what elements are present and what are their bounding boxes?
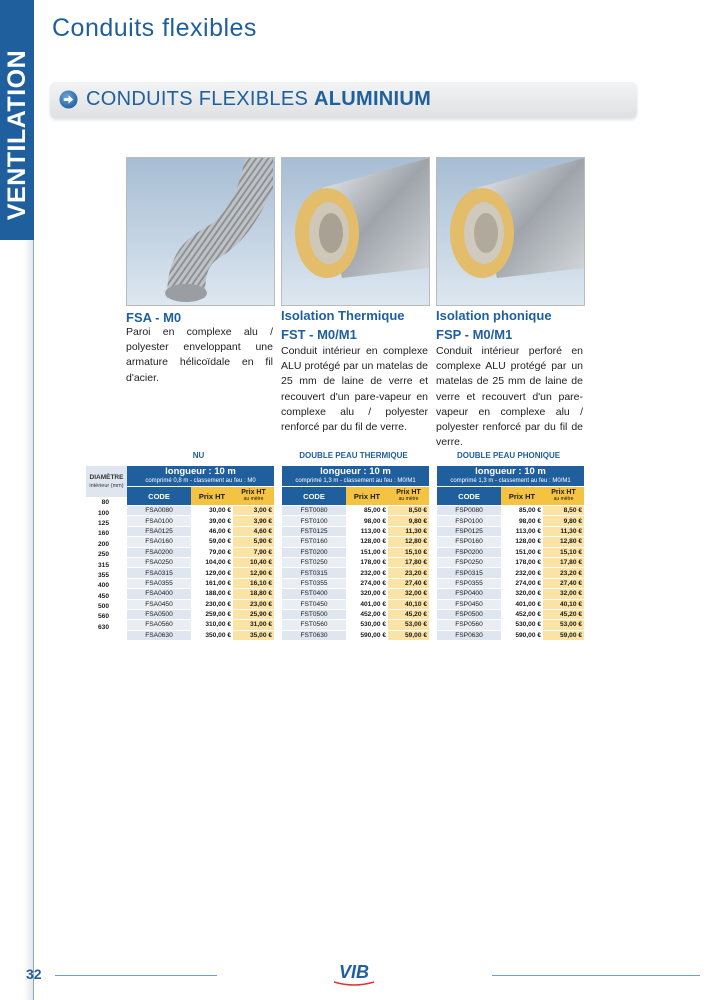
price-per-meter: 11,30 €: [388, 526, 429, 536]
product-code: FSA0315: [127, 568, 191, 578]
diameter-row: [86, 581, 127, 591]
table-row: [127, 589, 274, 599]
product-code: FST0315: [282, 568, 346, 578]
table-row: [282, 599, 429, 609]
price-table-nu: [127, 466, 274, 641]
product-title-fsa: FSA - M0: [126, 310, 182, 325]
price: 274,00 €: [346, 578, 388, 588]
product-code: FSA0400: [127, 589, 191, 599]
length-header: [437, 466, 584, 487]
column-header-prix-metre: [388, 487, 429, 506]
product-code: FSA0160: [127, 537, 191, 547]
product-photo-fst: [281, 157, 430, 306]
price: 188,00 €: [191, 589, 233, 599]
product-title-fst: FST - M0/M1: [281, 327, 357, 342]
diameter-row: [86, 570, 127, 580]
product-subtitle-fsp: Isolation phonique: [436, 308, 552, 323]
sidebar-label: VENTILATION: [3, 49, 31, 221]
table-row: [437, 578, 584, 588]
diameter-value: 80: [86, 498, 127, 508]
section-header: [50, 82, 637, 118]
product-code: FSP0630: [437, 630, 501, 640]
product-desc-fsp: Conduit intérieur perforé en complexe ALU protégé par un matelas de 25 mm de laine de verre et recouvert d'un pare-vapeur en complexe alu / polyester renforcé par du fil de verre.: [436, 345, 583, 449]
price-per-meter: 27,40 €: [388, 578, 429, 588]
product-code: FSP0250: [437, 557, 501, 567]
column-header-row: [127, 487, 274, 506]
price: 79,00 €: [191, 547, 233, 557]
diameter-row: [86, 612, 127, 622]
price: 178,00 €: [346, 557, 388, 567]
column-header-prix: Prix HT: [191, 487, 233, 506]
diameter-row: [86, 498, 127, 508]
price: 452,00 €: [346, 609, 388, 619]
product-code: FST0355: [282, 578, 346, 588]
price-per-meter: 45,20 €: [543, 609, 584, 619]
column-header-prix: Prix HT: [501, 487, 543, 506]
column-header-prix-metre-label: Prix HT: [241, 489, 266, 496]
price: 128,00 €: [501, 537, 543, 547]
column-header-code: CODE: [282, 487, 346, 506]
diameter-value: 200: [86, 539, 127, 549]
price-per-meter: 8,50 €: [388, 506, 429, 516]
table-row: [282, 609, 429, 619]
price-per-meter: 12,90 €: [233, 568, 274, 578]
price-per-meter: 3,00 €: [233, 506, 274, 516]
vib-logo: [328, 958, 380, 988]
price: 128,00 €: [346, 537, 388, 547]
price: 274,00 €: [501, 578, 543, 588]
diameter-value: 250: [86, 549, 127, 559]
column-header-prix-metre-sub: au mètre: [243, 496, 264, 502]
arrow-right-icon: [59, 90, 78, 109]
price-per-meter: 40,10 €: [388, 599, 429, 609]
price: 530,00 €: [346, 620, 388, 630]
table-row: [282, 620, 429, 630]
product-code: FST0250: [282, 557, 346, 567]
price: 161,00 €: [191, 578, 233, 588]
category-thermique: DOUBLE PEAU THERMIQUE: [299, 451, 408, 460]
price-per-meter: 9,80 €: [543, 516, 584, 526]
product-code: FSP0400: [437, 589, 501, 599]
product-subtitle-fst: Isolation Thermique: [281, 308, 405, 323]
price: 452,00 €: [501, 609, 543, 619]
table-row: [127, 526, 274, 536]
product-code: FSA0355: [127, 578, 191, 588]
section-title-bold: ALUMINIUM: [313, 88, 432, 110]
price-per-meter: 32,00 €: [543, 589, 584, 599]
diameter-value: 100: [86, 508, 127, 518]
product-code: FST0125: [282, 526, 346, 536]
product-code: FSP0080: [437, 506, 501, 516]
price: 151,00 €: [501, 547, 543, 557]
diameter-value: 630: [86, 622, 127, 632]
column-header-row: [282, 487, 429, 506]
product-code: FSA0200: [127, 547, 191, 557]
diameter-value: 125: [86, 518, 127, 528]
product-code: FSA0100: [127, 516, 191, 526]
price-per-meter: 27,40 €: [543, 578, 584, 588]
length-label: longueur : 10 m: [165, 466, 236, 477]
column-header-prix: Prix HT: [346, 487, 388, 506]
price-per-meter: 59,00 €: [388, 630, 429, 640]
diameter-row: [86, 591, 127, 601]
price: 85,00 €: [346, 506, 388, 516]
price: 590,00 €: [346, 630, 388, 640]
product-code: FST0400: [282, 589, 346, 599]
diameter-value: 315: [86, 560, 127, 570]
product-code: FSP0355: [437, 578, 501, 588]
table-row: [127, 630, 274, 640]
diameter-header: [86, 466, 127, 498]
price-per-meter: 11,30 €: [543, 526, 584, 536]
product-code: FSA0500: [127, 609, 191, 619]
table-row: [282, 589, 429, 599]
price: 590,00 €: [501, 630, 543, 640]
table-row: [282, 547, 429, 557]
column-header-prix-metre-label: Prix HT: [551, 489, 576, 496]
price: 98,00 €: [346, 516, 388, 526]
product-code: FSA0560: [127, 620, 191, 630]
product-code: FSP0450: [437, 599, 501, 609]
price-table-phonique: [437, 466, 584, 641]
diameter-value: 160: [86, 529, 127, 539]
price-per-meter: 3,90 €: [233, 516, 274, 526]
table-row: [437, 620, 584, 630]
price: 30,00 €: [191, 506, 233, 516]
price: 113,00 €: [501, 526, 543, 536]
category-nu: NU: [192, 451, 205, 460]
table-row: [437, 547, 584, 557]
length-header-row: [282, 466, 429, 487]
table-row: [127, 599, 274, 609]
price-per-meter: 35,00 €: [233, 630, 274, 640]
price: 320,00 €: [501, 589, 543, 599]
price: 113,00 €: [346, 526, 388, 536]
price-per-meter: 23,00 €: [233, 599, 274, 609]
length-header: [127, 466, 274, 487]
product-code: FSP0200: [437, 547, 501, 557]
table-row: [127, 516, 274, 526]
page-number: 32: [26, 966, 42, 982]
diameter-row: [86, 549, 127, 559]
price-per-meter: 18,80 €: [233, 589, 274, 599]
column-header-row: [437, 487, 584, 506]
price-per-meter: 17,80 €: [388, 557, 429, 567]
table-row: [437, 506, 584, 516]
price: 59,00 €: [191, 537, 233, 547]
column-header-prix-metre: [233, 487, 274, 506]
logo-text: VIB: [338, 962, 370, 982]
sidebar: [0, 0, 34, 1000]
product-code: FST0160: [282, 537, 346, 547]
table-row: [282, 568, 429, 578]
price-per-meter: 5,90 €: [233, 537, 274, 547]
length-note: comprimé 0,8 m - classement au feu : M0: [145, 478, 256, 484]
price: 129,00 €: [191, 568, 233, 578]
column-header-prix-metre: [543, 487, 584, 506]
price: 178,00 €: [501, 557, 543, 567]
product-desc-fst: Conduit intérieur en complexe ALU protégé par un matelas de 25 mm de laine de verre et recouvert d'un pare-vapeur en complexe alu / polyester renforcé par du fil de verre.: [281, 345, 428, 434]
product-code: FSP0100: [437, 516, 501, 526]
length-header: [282, 466, 429, 487]
price-per-meter: 10,40 €: [233, 557, 274, 567]
page-title: Conduits flexibles: [52, 14, 257, 42]
category-phonique: DOUBLE PEAU PHONIQUE: [456, 451, 561, 460]
price: 401,00 €: [501, 599, 543, 609]
table-row: [127, 568, 274, 578]
column-header-prix-metre-sub: au mètre: [553, 496, 574, 502]
table-row: [437, 526, 584, 536]
diameter-row: [86, 622, 127, 632]
product-code: FSA0080: [127, 506, 191, 516]
diameter-value: 400: [86, 581, 127, 591]
price-per-meter: 23,20 €: [543, 568, 584, 578]
diameter-value: 500: [86, 601, 127, 611]
length-header-row: [437, 466, 584, 487]
product-code: FST0560: [282, 620, 346, 630]
section-title-prefix: CONDUITS FLEXIBLES: [86, 88, 314, 110]
product-code: FST0630: [282, 630, 346, 640]
table-row: [437, 557, 584, 567]
length-note: comprimé 1,3 m - classement au feu : M0/M1: [295, 478, 416, 484]
table-row: [437, 599, 584, 609]
diameter-row: [86, 601, 127, 611]
table-row: [127, 620, 274, 630]
product-code: FSP0125: [437, 526, 501, 536]
price-per-meter: 32,00 €: [388, 589, 429, 599]
table-row: [437, 568, 584, 578]
column-header-code: CODE: [437, 487, 501, 506]
table-row: [127, 537, 274, 547]
table-row: [437, 537, 584, 547]
price-per-meter: 16,10 €: [233, 578, 274, 588]
price: 530,00 €: [501, 620, 543, 630]
price-per-meter: 17,80 €: [543, 557, 584, 567]
table-row: [282, 578, 429, 588]
diameter-row: [86, 508, 127, 518]
product-code: FST0100: [282, 516, 346, 526]
price-per-meter: 31,00 €: [233, 620, 274, 630]
price: 350,00 €: [191, 630, 233, 640]
price-per-meter: 9,80 €: [388, 516, 429, 526]
price-per-meter: 15,10 €: [388, 547, 429, 557]
product-desc-fsa: Paroi en complexe alu / polyester enveloppant une armature hélicoïdale en fil d'acier.: [126, 326, 273, 384]
product-code: FST0500: [282, 609, 346, 619]
price: 104,00 €: [191, 557, 233, 567]
diameter-value: 355: [86, 570, 127, 580]
price-per-meter: 45,20 €: [388, 609, 429, 619]
table-row: [282, 630, 429, 640]
diameter-row: [86, 529, 127, 539]
table-row: [127, 506, 274, 516]
price: 232,00 €: [501, 568, 543, 578]
price: 401,00 €: [346, 599, 388, 609]
table-row: [437, 589, 584, 599]
price: 98,00 €: [501, 516, 543, 526]
price: 230,00 €: [191, 599, 233, 609]
price-per-meter: 53,00 €: [388, 620, 429, 630]
table-row: [127, 547, 274, 557]
price-per-meter: 4,60 €: [233, 526, 274, 536]
product-code: FSP0160: [437, 537, 501, 547]
diameter-value: 450: [86, 591, 127, 601]
sidebar-divider: [33, 240, 34, 1000]
product-code: FST0080: [282, 506, 346, 516]
table-row: [282, 537, 429, 547]
diameter-row: [86, 560, 127, 570]
price: 85,00 €: [501, 506, 543, 516]
product-code: FST0200: [282, 547, 346, 557]
product-code: FSA0125: [127, 526, 191, 536]
diameter-header-sub: intérieur (mm): [89, 482, 124, 489]
table-row: [282, 526, 429, 536]
price-per-meter: 15,10 €: [543, 547, 584, 557]
product-code: FSP0500: [437, 609, 501, 619]
price-per-meter: 40,10 €: [543, 599, 584, 609]
table-row: [437, 516, 584, 526]
diameter-row: [86, 518, 127, 528]
price: 39,00 €: [191, 516, 233, 526]
footer-line-left: [55, 975, 217, 976]
diameter-table: [86, 466, 127, 633]
length-label: longueur : 10 m: [475, 466, 546, 477]
product-code: FST0450: [282, 599, 346, 609]
product-code: FSP0315: [437, 568, 501, 578]
price: 259,00 €: [191, 609, 233, 619]
length-note: comprimé 1,3 m - classement au feu : M0/M1: [450, 478, 571, 484]
price: 151,00 €: [346, 547, 388, 557]
price-per-meter: 7,90 €: [233, 547, 274, 557]
price-table-thermique: [282, 466, 429, 641]
table-row: [437, 609, 584, 619]
price-per-meter: 12,80 €: [388, 537, 429, 547]
section-title: [86, 88, 431, 111]
price-per-meter: 25,90 €: [233, 609, 274, 619]
product-title-fsp: FSP - M0/M1: [436, 327, 513, 342]
diameter-header-label: DIAMÈTRE: [89, 473, 124, 481]
product-code: FSP0560: [437, 620, 501, 630]
table-row: [127, 609, 274, 619]
table-row: [127, 578, 274, 588]
price: 320,00 €: [346, 589, 388, 599]
price-per-meter: 53,00 €: [543, 620, 584, 630]
table-row: [127, 557, 274, 567]
table-row: [282, 557, 429, 567]
price-per-meter: 8,50 €: [543, 506, 584, 516]
price: 310,00 €: [191, 620, 233, 630]
price-per-meter: 12,80 €: [543, 537, 584, 547]
length-label: longueur : 10 m: [320, 466, 391, 477]
product-code: FSA0630: [127, 630, 191, 640]
diameter-row: [86, 539, 127, 549]
footer-line-right: [492, 975, 700, 976]
table-row: [282, 516, 429, 526]
price: 46,00 €: [191, 526, 233, 536]
table-row: [282, 506, 429, 516]
column-header-code: CODE: [127, 487, 191, 506]
sidebar-tab: [0, 0, 34, 240]
column-header-prix-metre-label: Prix HT: [396, 489, 421, 496]
product-photo-fsa: [126, 157, 275, 306]
column-header-prix-metre-sub: au mètre: [398, 496, 419, 502]
price-per-meter: 59,00 €: [543, 630, 584, 640]
product-photo-fsp: [436, 157, 585, 306]
price-per-meter: 23,20 €: [388, 568, 429, 578]
length-header-row: [127, 466, 274, 487]
table-row: [437, 630, 584, 640]
product-code: FSA0250: [127, 557, 191, 567]
diameter-value: 560: [86, 612, 127, 622]
price: 232,00 €: [346, 568, 388, 578]
product-code: FSA0450: [127, 599, 191, 609]
